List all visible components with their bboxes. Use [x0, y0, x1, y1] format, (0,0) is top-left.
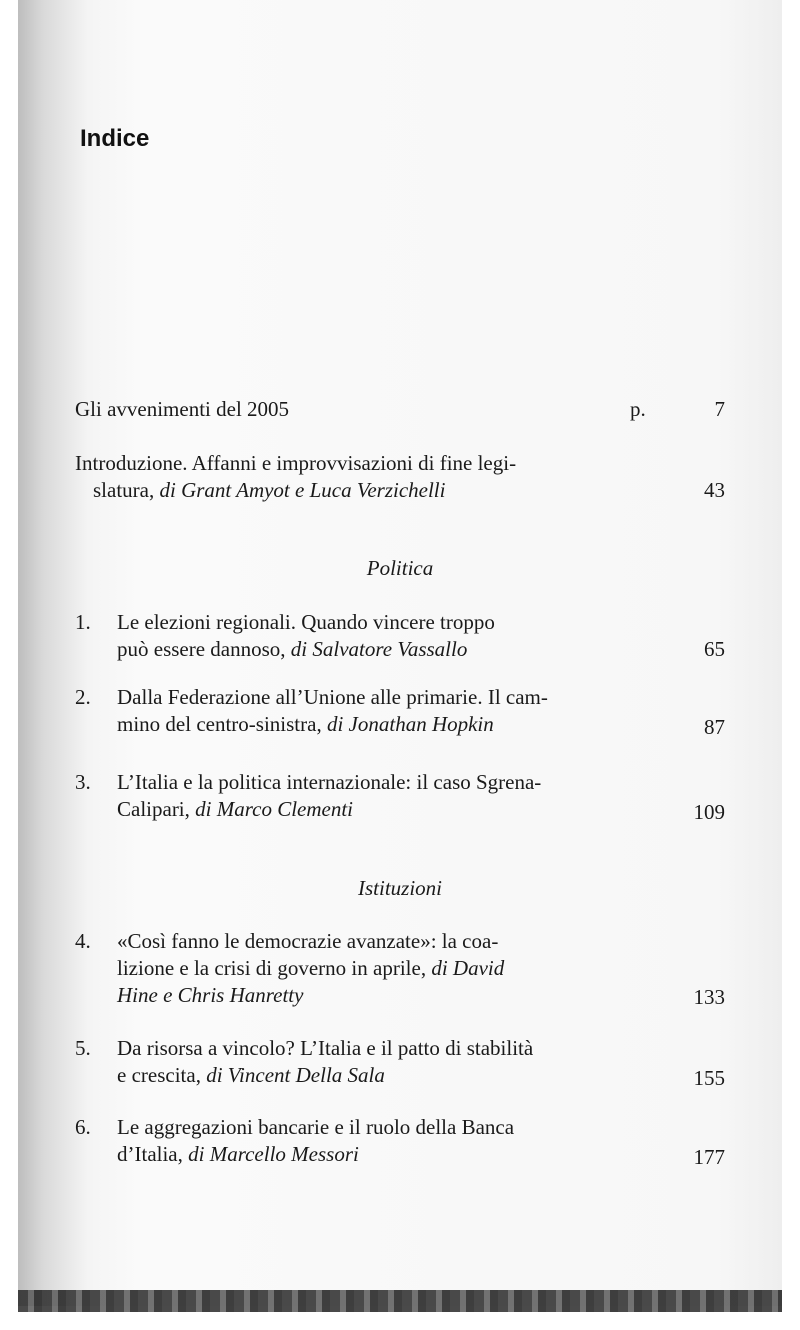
- toc-page-number: 155: [693, 1066, 725, 1090]
- toc-entry-title: Le aggregazioni bancarie e il ruolo della Banca d’Italia, di Marcello Messori: [117, 1115, 515, 1166]
- toc-page-number: 133: [693, 985, 725, 1009]
- toc-page-number: 65: [704, 637, 725, 661]
- toc-page-number: 109: [693, 800, 725, 824]
- toc-entry-number: 6.: [75, 1115, 91, 1139]
- page-title: Indice: [80, 125, 150, 152]
- toc-entry-title: L’Italia e la politica internazionale: il caso Sgrena- Calipari, di Marco Clementi: [117, 770, 542, 821]
- toc-page-number: 43: [704, 478, 725, 502]
- section-heading-politica: Politica: [366, 556, 434, 580]
- toc-page-label: p.: [630, 397, 646, 421]
- toc-entry-number: 1.: [75, 610, 91, 634]
- toc-page-number: 7: [714, 397, 725, 421]
- section-heading-istituzioni: Istituzioni: [357, 876, 442, 900]
- toc-entry-title: Dalla Federazione all’Unione alle primarie. Il cam- mino del centro-sinistra, di Jonathan Hopkin: [117, 685, 548, 736]
- toc-page-number: 87: [704, 715, 725, 739]
- toc-entry-number: 5.: [75, 1036, 91, 1060]
- toc-entry-title: «Così fanno le democrazie avanzate»: la coa- lizione e la crisi di governo in aprile, di David Hine e Chris Hanretty: [117, 929, 505, 1007]
- toc-page-number: 177: [693, 1145, 725, 1169]
- toc-entry-number: 2.: [75, 685, 91, 709]
- toc-front-title: Gli avvenimenti del 2005: [75, 397, 290, 421]
- toc-entry-title: Da risorsa a vincolo? L’Italia e il patto di stabilità e crescita, di Vincent Della Sala: [117, 1036, 534, 1087]
- toc-entry-number: 3.: [75, 770, 91, 794]
- toc-entry-title: Le elezioni regionali. Quando vincere troppo può essere dannoso, di Salvatore Vassallo: [117, 610, 495, 661]
- toc-entry-number: 4.: [75, 929, 91, 953]
- toc-intro-title: Introduzione. Affanni e improvvisazioni di fine legi- slatura, di Grant Amyot e Luca Verzichelli: [75, 451, 517, 502]
- scan-edge-strip: [18, 1290, 782, 1312]
